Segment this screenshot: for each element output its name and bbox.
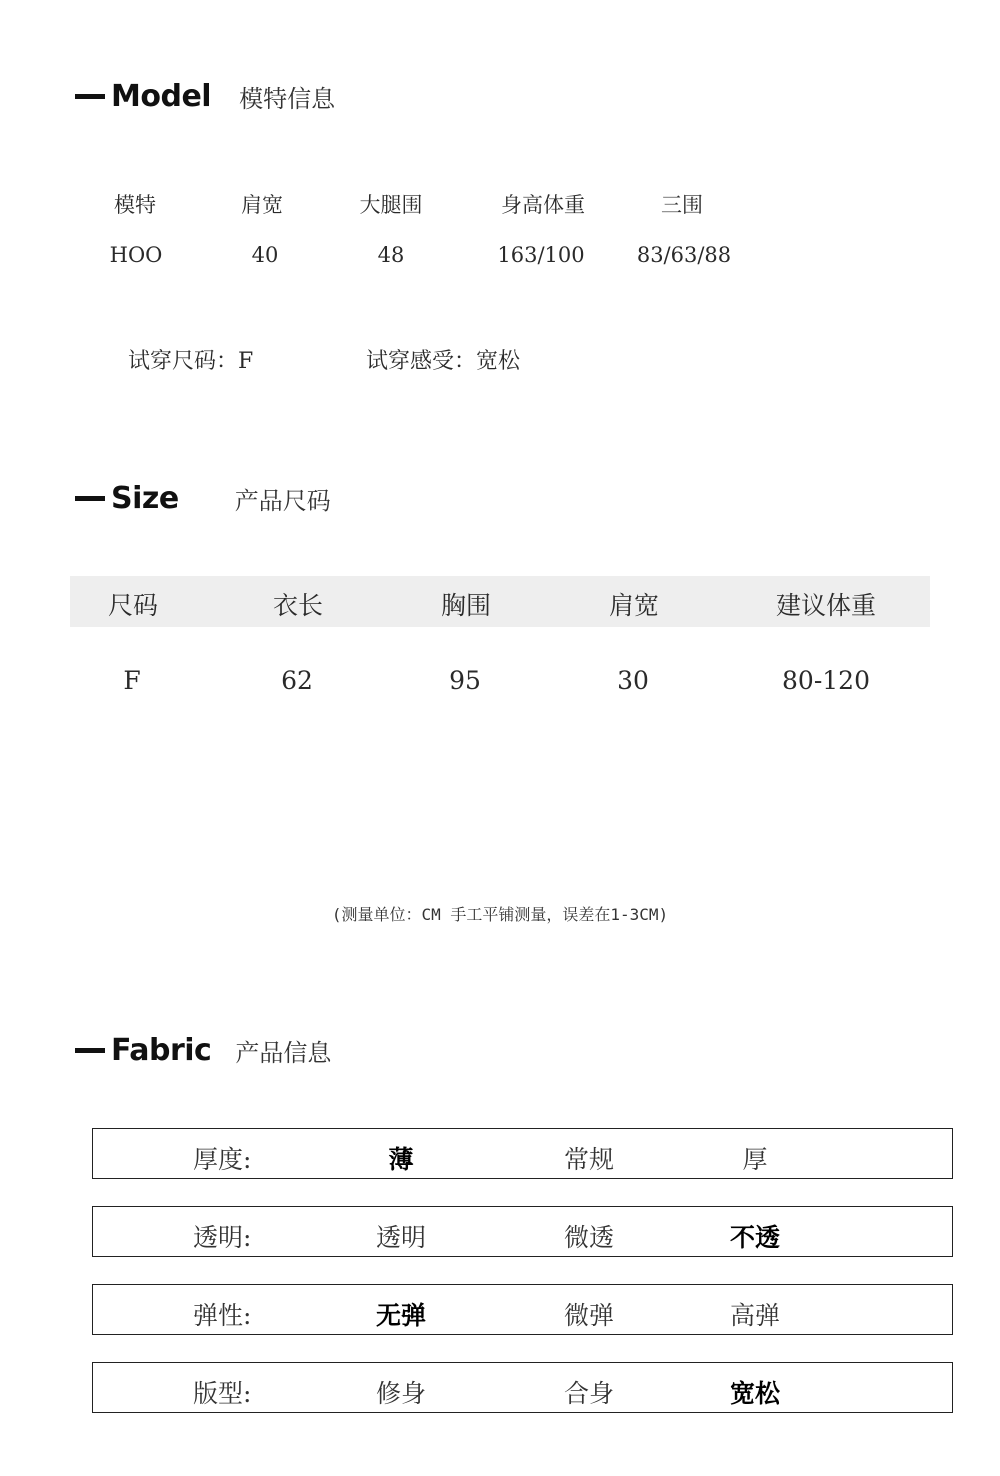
size-value-cell: 30 [617,666,649,695]
fabric-section-heading [75,1030,331,1070]
fabric-heading-cn: 产品信息 [235,1038,332,1067]
size-header-cell: 肩宽 [608,591,660,620]
fabric-row-thickness [92,1128,953,1179]
fabric-option: 微弹 [563,1301,615,1330]
fabric-heading-en: Fabric [111,1032,212,1068]
size-header-cell: 胸围 [440,591,492,620]
model-header-cell: 三围 [661,193,703,217]
heading-dash [75,1048,105,1053]
fabric-row-label: 透明: [193,1223,252,1252]
model-header-cell: 身高体重 [501,193,585,217]
fabric-option: 不透 [729,1223,781,1252]
model-header-cell: 肩宽 [241,193,283,217]
fabric-option: 薄 [388,1145,414,1174]
size-header-cell: 尺码 [107,591,159,620]
fabric-row-label: 厚度: [193,1145,252,1174]
trial-size: 试穿尺码：F [128,349,254,374]
model-value-cell: HOO [109,243,163,267]
model-heading-en: Model [111,78,212,114]
model-heading-cn: 模特信息 [239,84,336,113]
fabric-option: 常规 [563,1145,615,1174]
model-value-cell: 163/100 [497,243,585,267]
fabric-option: 宽松 [729,1379,781,1408]
fabric-row-elasticity [92,1284,953,1335]
fabric-option: 高弹 [729,1301,781,1330]
model-section-heading [75,76,335,116]
fabric-row-label: 弹性: [193,1301,252,1330]
size-header-cell: 建议体重 [775,591,877,620]
heading-dash [75,94,105,99]
fabric-option: 厚 [742,1145,768,1174]
fabric-option: 修身 [375,1379,427,1408]
heading-dash [75,496,105,501]
measurement-note: (测量单位：CM 手工平铺测量，误差在1-3CM) [331,905,669,924]
fabric-option: 无弹 [375,1301,427,1330]
fabric-option: 微透 [563,1223,615,1252]
fabric-option: 合身 [563,1379,615,1408]
model-header-cell: 模特 [114,193,156,217]
size-heading-cn: 产品尺码 [234,486,331,515]
size-value-cell: F [123,666,141,695]
size-section-heading [75,478,331,518]
fabric-row-fit [92,1362,953,1413]
model-value-cell: 40 [251,243,279,267]
model-header-cell: 大腿围 [359,193,423,217]
size-value-cell: 62 [281,666,313,695]
fabric-row-transparency [92,1206,953,1257]
fabric-option: 透明 [375,1223,427,1252]
model-value-cell: 48 [377,243,405,267]
model-value-cell: 83/63/88 [636,243,732,267]
fabric-row-label: 版型: [193,1379,252,1408]
size-header-cell: 衣长 [272,591,324,620]
size-heading-en: Size [111,480,179,516]
size-value-cell: 95 [449,666,481,695]
size-value-cell: 80-120 [782,666,870,695]
trial-feel: 试穿感受：宽松 [366,349,521,374]
